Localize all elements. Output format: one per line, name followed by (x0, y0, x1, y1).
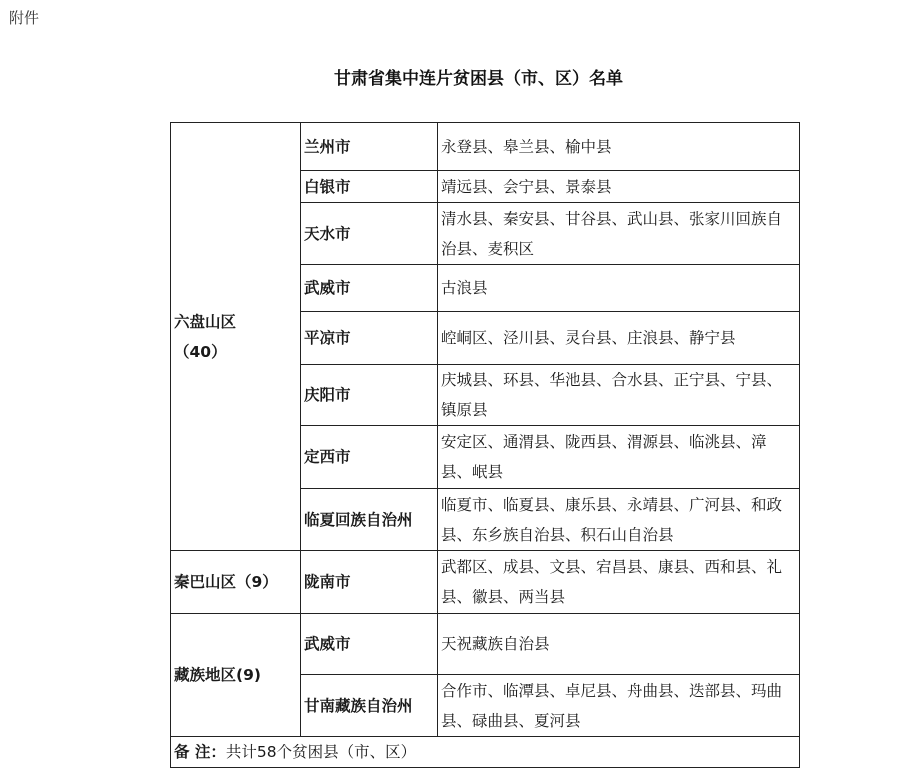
city-cell: 庆阳市 (301, 365, 438, 426)
counties-cell: 永登县、皋兰县、榆中县 (438, 123, 800, 171)
poverty-county-table (170, 122, 800, 768)
city-cell: 定西市 (301, 426, 438, 489)
table-row (171, 614, 800, 675)
region-count: （40） (174, 342, 227, 361)
counties-cell: 合作市、临潭县、卓尼县、舟曲县、迭部县、玛曲县、碌曲县、夏河县 (438, 675, 800, 737)
counties-cell: 天祝藏族自治县 (438, 614, 800, 675)
note-text: 共计58个贫困县（市、区） (225, 743, 417, 761)
counties-cell: 临夏市、临夏县、康乐县、永靖县、广河县、和政县、东乡族自治县、积石山自治县 (438, 489, 800, 551)
counties-cell: 武都区、成县、文县、宕昌县、康县、西和县、礼县、徽县、两当县 (438, 551, 800, 614)
region-cell-liupanshan (171, 123, 301, 551)
note-label: 备 注： (174, 743, 226, 761)
city-cell: 平凉市 (301, 312, 438, 365)
city-cell: 临夏回族自治州 (301, 489, 438, 551)
table-row (171, 551, 800, 614)
region-name: 六盘山区 (174, 312, 237, 331)
city-cell: 白银市 (301, 171, 438, 203)
counties-cell: 古浪县 (438, 265, 800, 312)
city-cell: 陇南市 (301, 551, 438, 614)
counties-cell: 清水县、秦安县、甘谷县、武山县、张家川回族自治县、麦积区 (438, 203, 800, 265)
note-row (171, 737, 800, 768)
city-cell: 武威市 (301, 265, 438, 312)
city-cell: 兰州市 (301, 123, 438, 171)
attachment-label: 附件 (9, 9, 40, 27)
region-cell-qinba: 秦巴山区（9） (171, 551, 301, 614)
note-cell (171, 737, 800, 768)
counties-cell: 庆城县、环县、华池县、合水县、正宁县、宁县、镇原县 (438, 365, 800, 426)
counties-cell: 安定区、通渭县、陇西县、渭源县、临洮县、漳县、岷县 (438, 426, 800, 489)
table-row (171, 123, 800, 171)
document-title: 甘肃省集中连片贫困县（市、区）名单 (334, 69, 623, 89)
region-cell-tibetan: 藏族地区(9) (171, 614, 301, 737)
counties-cell: 靖远县、会宁县、景泰县 (438, 171, 800, 203)
city-cell: 甘南藏族自治州 (301, 675, 438, 737)
city-cell: 武威市 (301, 614, 438, 675)
counties-cell: 崆峒区、泾川县、灵台县、庄浪县、静宁县 (438, 312, 800, 365)
city-cell: 天水市 (301, 203, 438, 265)
